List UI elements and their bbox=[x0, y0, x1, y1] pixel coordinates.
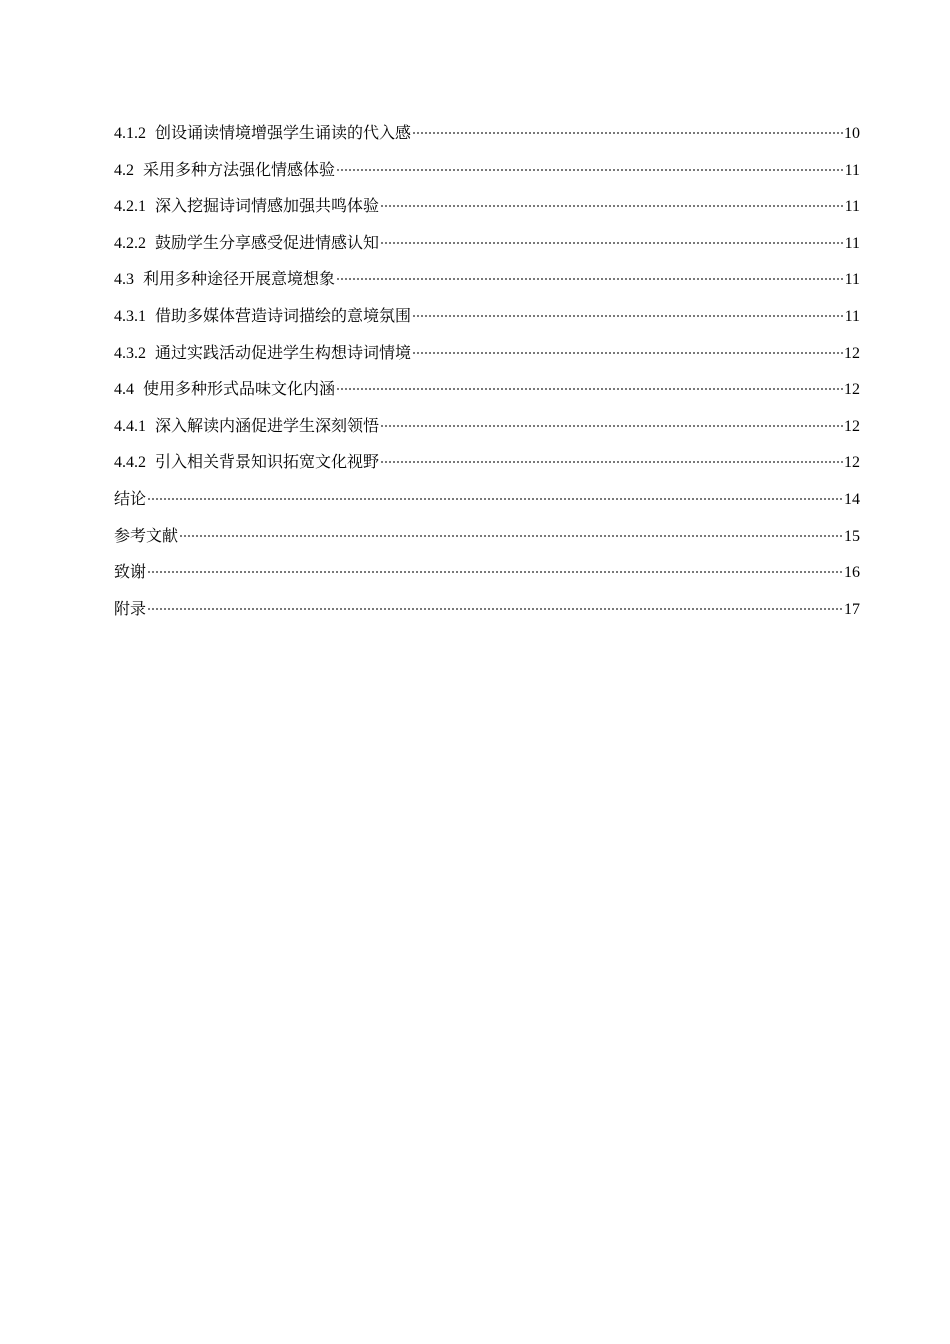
toc-entry[interactable] bbox=[114, 553, 860, 590]
toc-dot-leader bbox=[336, 260, 844, 284]
table-of-contents bbox=[114, 114, 860, 626]
toc-dot-leader bbox=[412, 334, 843, 358]
toc-entry-title: 附录 bbox=[114, 598, 147, 618]
toc-entry-page: 17 bbox=[844, 600, 860, 618]
toc-entry-title: 创设诵读情境增强学生诵读的代入感 bbox=[155, 123, 412, 142]
toc-entry-number: 4.1.2 bbox=[114, 125, 146, 142]
toc-entry-page: 10 bbox=[844, 125, 860, 142]
toc-dot-leader bbox=[412, 114, 843, 138]
toc-entry-title: 使用多种形式品味文化内涵 bbox=[143, 379, 336, 399]
toc-dot-leader bbox=[380, 443, 843, 467]
toc-entry-page: 12 bbox=[844, 381, 860, 399]
toc-entry-number: 4.3.2 bbox=[114, 344, 146, 362]
toc-entry-title: 致谢 bbox=[114, 562, 147, 582]
toc-entry-page: 12 bbox=[844, 454, 860, 472]
toc-entry-number: 4.4 bbox=[114, 381, 134, 399]
toc-entry-title: 深入挖掘诗词情感加强共鸣体验 bbox=[155, 196, 380, 216]
toc-entry[interactable] bbox=[114, 590, 860, 627]
toc-entry[interactable] bbox=[114, 334, 860, 371]
toc-entry-title: 深入解读内涵促进学生深刻领悟 bbox=[155, 415, 380, 435]
toc-entry-page: 12 bbox=[844, 417, 860, 435]
toc-entry-page: 16 bbox=[844, 564, 860, 582]
toc-dot-leader bbox=[336, 151, 844, 175]
toc-entry-page: 12 bbox=[844, 344, 860, 362]
toc-entry[interactable] bbox=[114, 370, 860, 407]
toc-dot-leader bbox=[380, 224, 844, 248]
toc-entry[interactable] bbox=[114, 151, 860, 188]
toc-entry[interactable] bbox=[114, 297, 860, 334]
toc-entry-title: 通过实践活动促进学生构想诗词情境 bbox=[155, 342, 412, 362]
toc-entry[interactable] bbox=[114, 224, 860, 261]
toc-entry-number: 4.3.1 bbox=[114, 307, 146, 325]
toc-entry-number: 4.2.1 bbox=[114, 198, 146, 216]
toc-entry[interactable] bbox=[114, 443, 860, 480]
toc-entry-number: 4.4.1 bbox=[114, 417, 146, 435]
toc-dot-leader bbox=[179, 517, 843, 541]
toc-entry[interactable] bbox=[114, 260, 860, 297]
toc-entry[interactable] bbox=[114, 517, 860, 554]
toc-entry-title: 利用多种途径开展意境想象 bbox=[143, 269, 336, 289]
toc-entry-number: 4.3 bbox=[114, 271, 134, 289]
toc-entry-title: 参考文献 bbox=[114, 525, 179, 545]
toc-dot-leader bbox=[147, 590, 843, 614]
toc-entry-title: 结论 bbox=[114, 488, 147, 508]
toc-entry-number: 4.4.2 bbox=[114, 454, 146, 472]
toc-dot-leader bbox=[336, 370, 843, 394]
toc-entry-number: 4.2.2 bbox=[114, 234, 146, 252]
toc-dot-leader bbox=[147, 480, 843, 504]
toc-dot-leader bbox=[380, 187, 844, 211]
toc-entry-title: 引入相关背景知识拓宽文化视野 bbox=[155, 452, 380, 472]
toc-entry-title: 借助多媒体营造诗词描绘的意境氛围 bbox=[155, 305, 412, 325]
toc-entry-page: 11 bbox=[844, 234, 860, 252]
toc-entry[interactable] bbox=[114, 114, 860, 151]
toc-entry-page: 14 bbox=[844, 490, 860, 508]
toc-entry-page: 11 bbox=[844, 161, 860, 179]
toc-dot-leader bbox=[147, 553, 843, 577]
toc-entry-title: 采用多种方法强化情感体验 bbox=[143, 159, 336, 179]
toc-entry-page: 11 bbox=[844, 271, 860, 289]
toc-entry-number: 4.2 bbox=[114, 161, 134, 179]
toc-entry[interactable] bbox=[114, 187, 860, 224]
toc-entry[interactable] bbox=[114, 480, 860, 517]
toc-entry-page: 11 bbox=[844, 198, 860, 216]
toc-entry[interactable] bbox=[114, 407, 860, 444]
toc-dot-leader bbox=[380, 407, 843, 431]
toc-dot-leader bbox=[412, 297, 844, 321]
toc-entry-page: 11 bbox=[844, 307, 860, 325]
toc-entry-title: 鼓励学生分享感受促进情感认知 bbox=[155, 232, 380, 252]
toc-entry-page: 15 bbox=[844, 527, 860, 545]
